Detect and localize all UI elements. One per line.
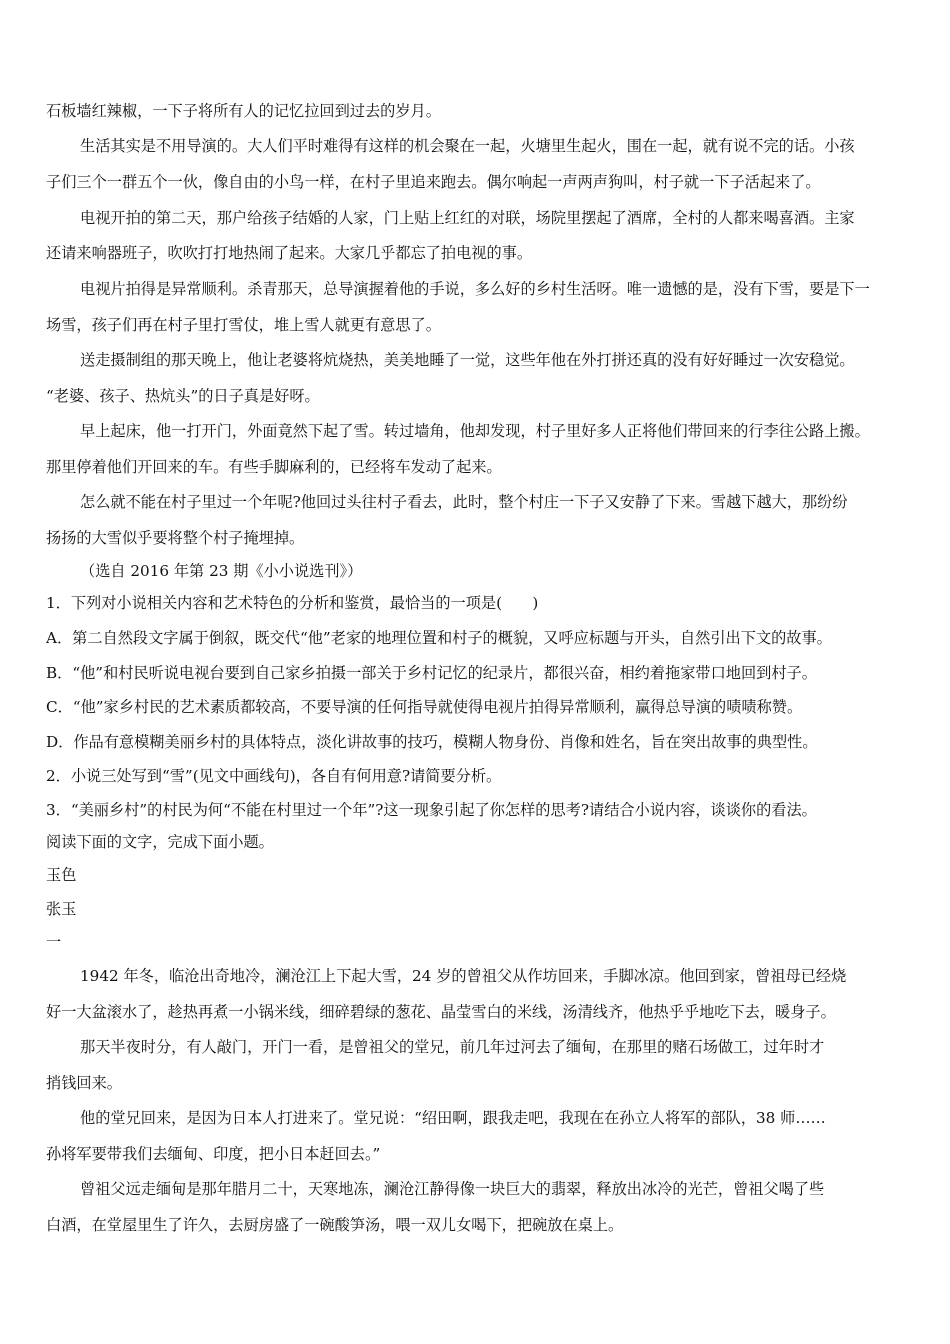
story-paragraph-line: 怎么就不能在村子里过一个年呢?他回过头往村子看去，此时，整个村庄一下子又安静了下来。雪越下越大，那纷纷 [80,493,848,511]
question-2: 2．小说三处写到“雪”(见文中画线句)，各自有何用意?请简要分析。 [46,767,502,785]
story-paragraph-line: 曾祖父远走缅甸是那年腊月二十，天寒地冻，澜沧江静得像一块巨大的翡翠，释放出冰冷的光芒，曾祖父喝了些 [80,1180,825,1198]
story-paragraph-line: “老婆、孩子、热炕头”的日子真是好呀。 [46,387,320,405]
story-paragraph-line: 白酒，在堂屋里生了许久，去厨房盛了一碗酸笋汤，喂一双儿女喝下，把碗放在桌上。 [46,1216,624,1234]
option-c: C．“他”家乡村民的艺术素质都较高，不要导演的任何指导就使得电视片拍得异常顺利，赢得总导演的啧啧称赞。 [46,698,803,716]
story-paragraph-line: 他的堂兄回来，是因为日本人打进来了。堂兄说：“绍田啊，跟我走吧，我现在在孙立人将军的部队，38 师…… [80,1109,826,1127]
option-a: A．第二自然段文字属于倒叙，既交代“他”老家的地理位置和村子的概貌，又呼应标题与开头，自然引出下文的故事。 [46,629,832,647]
question-3: 3．“美丽乡村”的村民为何“不能在村里过一个年”?这一现象引起了你怎样的思考?请结合小说内容，谈谈你的看法。 [46,801,817,819]
story-paragraph-line: 扬扬的大雪似乎要将整个村子掩埋掉。 [46,529,305,547]
story-paragraph-line: 还请来响器班子，吹吹打打地热闹了起来。大家几乎都忘了拍电视的事。 [46,244,532,262]
story-paragraph-line: 场雪，孩子们再在村子里打雪仗，堆上雪人就更有意思了。 [46,316,441,334]
story-paragraph-line: 送走摄制组的那天晚上，他让老婆将炕烧热，美美地睡了一觉，这些年他在外打拼还真的没有好好睡过一次安稳觉。 [80,351,855,369]
section-number: 一 [46,933,62,951]
story-title: 玉色 [46,866,77,884]
story-paragraph-line: 好一大盆滚水了，趁热再煮一小锅米线，细碎碧绿的葱花、晶莹雪白的米线，汤清线齐，他热乎乎地吃下去，暖身子。 [46,1003,836,1021]
story-paragraph-line: 早上起床，他一打开门，外面竟然下起了雪。转过墙角，他却发现，村子里好多人正将他们带回来的行李往公路上搬。 [80,422,870,440]
story-paragraph-line: 孙将军要带我们去缅甸、印度，把小日本赶回去。” [46,1145,381,1163]
story-paragraph-line: 1942 年冬，临沧出奇地冷，澜沧江上下起大雪，24 岁的曾祖父从作坊回来，手脚冰凉。他回到家，曾祖母已经烧 [80,967,847,985]
story-paragraph-line: 生活其实是不用导演的。大人们平时难得有这样的机会聚在一起，火塘里生起火，围在一起，就有说不完的话。小孩 [80,137,855,155]
story-paragraph-line: 电视片拍得是异常顺利。杀青那天，总导演握着他的手说，多么好的乡村生活呀。唯一遗憾的是，没有下雪，要是下一 [80,280,870,298]
option-b: B．“他”和村民听说电视台要到自己家乡拍摄一部关于乡村记忆的纪录片，都很兴奋，相约着拖家带口地回到村子。 [46,664,817,682]
story-paragraph-line: 子们三个一群五个一伙，像自由的小鸟一样，在村子里追来跑去。偶尔响起一声两声狗叫，村子就一下子活起来了。 [46,173,821,191]
story-paragraph-line: 捎钱回来。 [46,1074,122,1092]
question-1: 1．下列对小说相关内容和艺术特色的分析和鉴赏，最恰当的一项是( ) [46,594,539,612]
story-author: 张玉 [46,900,77,918]
source-citation: （选自 2016 年第 23 期《小小说选刊》） [80,562,363,580]
story-paragraph-line: 那天半夜时分，有人敲门，开门一看，是曾祖父的堂兄，前几年过河去了缅甸，在那里的赌石场做工，过年时才 [80,1038,825,1056]
story-paragraph-line: 石板墙红辣椒，一下子将所有人的记忆拉回到过去的岁月。 [46,102,441,120]
story-paragraph-line: 电视开拍的第二天，那户给孩子结婚的人家，门上贴上红红的对联，场院里摆起了酒席，全村的人都来喝喜酒。主家 [80,209,855,227]
reading-instruction: 阅读下面的文字，完成下面小题。 [46,833,274,851]
story-paragraph-line: 那里停着他们开回来的车。有些手脚麻利的，已经将车发动了起来。 [46,458,502,476]
option-d: D．作品有意模糊美丽乡村的具体特点，淡化讲故事的技巧，模糊人物身份、肖像和姓名，旨在突出故事的典型性。 [46,733,818,751]
